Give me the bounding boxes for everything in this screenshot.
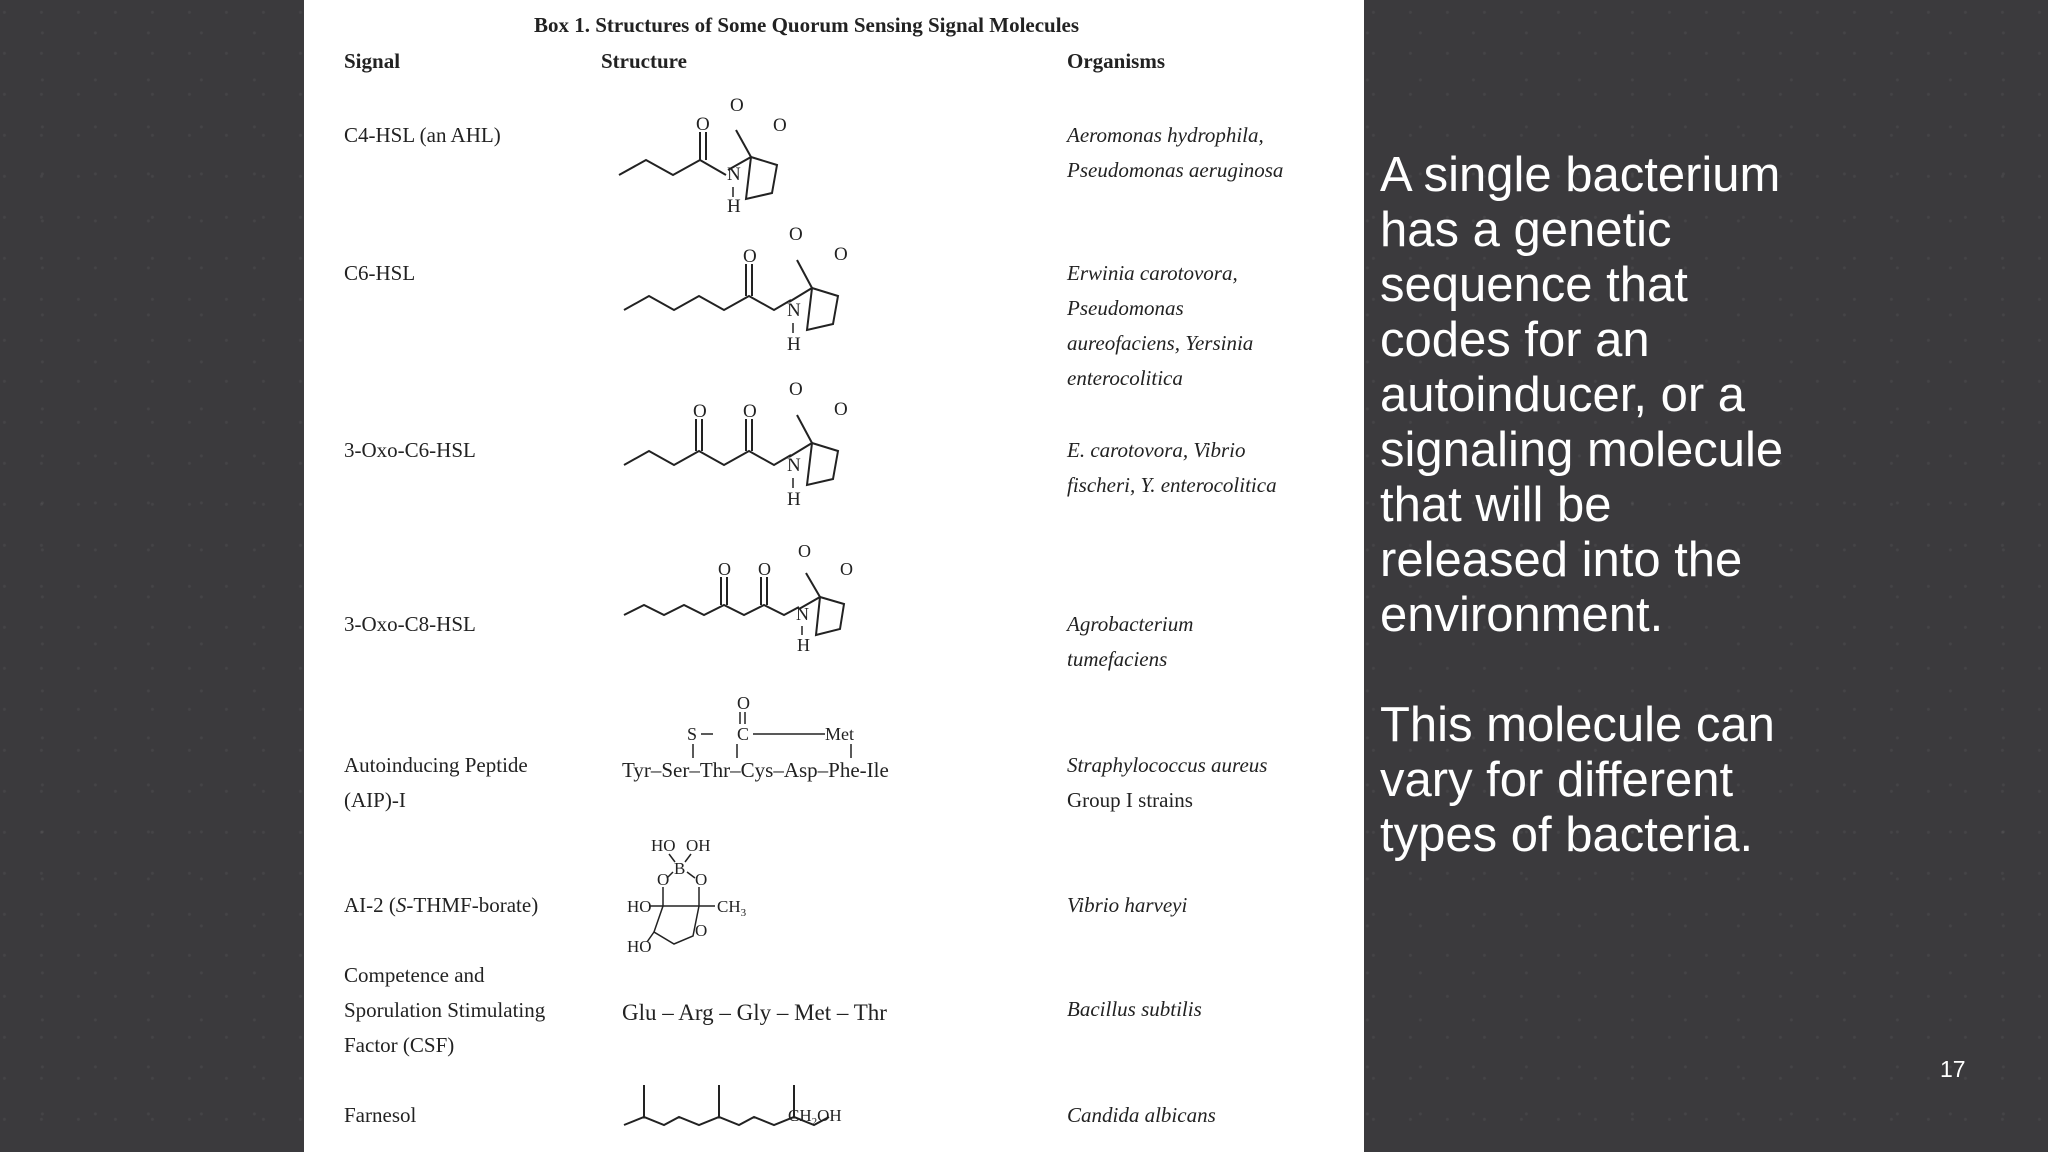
atom-o: O xyxy=(696,114,710,135)
signal-3-oxo-c8-hsl: 3-Oxo-C8-HSL xyxy=(344,612,476,636)
signal-csf: Competence and Sporulation Stimulating Factor (CSF) xyxy=(344,963,546,1057)
atom-s: S xyxy=(687,724,698,744)
atom-n: N xyxy=(787,455,801,476)
atom-o: O xyxy=(693,401,707,422)
ai-2-structure xyxy=(619,832,789,962)
3-oxo-c6-hsl-structure xyxy=(604,375,848,510)
atom-n: N xyxy=(787,300,801,321)
organisms-3-oxo-c6-hsl: E. carotovora, Vibrio fischeri, Y. enterocolitica xyxy=(1067,438,1277,497)
organisms-3-oxo-c8-hsl: Agrobacterium tumefaciens xyxy=(1067,612,1194,671)
atom-h: H xyxy=(787,489,801,510)
atom-o: O xyxy=(730,95,744,116)
label-oh: OH xyxy=(686,836,711,855)
label-ch3: $CH_3$ xyxy=(717,897,747,919)
label-ho: HO xyxy=(651,836,676,855)
organisms-ai-2: Vibrio harveyi xyxy=(1067,893,1188,917)
atom-h: H xyxy=(727,196,741,217)
atom-h: H xyxy=(797,635,810,655)
atom-c: C xyxy=(737,724,750,744)
document-image xyxy=(304,0,1364,1152)
atom-n: N xyxy=(796,604,809,624)
atom-o: O xyxy=(834,244,848,265)
organisms-c4-hsl: Aeromonas hydrophila, Pseudomonas aeruginosa xyxy=(1067,123,1284,182)
paragraph-variation: This molecule can vary for different types of bacteria. xyxy=(1380,698,1775,862)
csf-peptide-sequence: Glu – Arg – Gly – Met – Thr xyxy=(622,1000,887,1025)
label-ho: HO xyxy=(627,937,652,956)
residue-met: Met xyxy=(825,724,854,744)
signal-ai-2: AI-2 (S-THMF-borate) xyxy=(344,893,539,917)
atom-o: O xyxy=(789,379,803,400)
atom-o: O xyxy=(695,921,708,940)
label-ch2oh: $CH_2OH$ xyxy=(788,1106,842,1128)
organisms-c6-hsl: Erwinia carotovora, Pseudomonas aureofaciens, Yersinia enterocolitica xyxy=(1067,261,1254,390)
atom-o: O xyxy=(798,541,811,561)
organisms-csf: Bacillus subtilis xyxy=(1067,997,1202,1021)
aip-thiolactone-bridge xyxy=(679,688,879,760)
paragraph-autoinducer: A single bacterium has a genetic sequence that codes for an autoinducer, or a signaling molecule that will be released into the environment. xyxy=(1380,148,1784,642)
header-organisms: Organisms xyxy=(1067,49,1166,73)
atom-o: O xyxy=(695,870,708,889)
farnesol-structure xyxy=(614,1075,844,1135)
signal-farnesol: Farnesol xyxy=(344,1103,417,1127)
atom-h: H xyxy=(787,334,801,355)
c6-hsl-structure xyxy=(609,220,848,355)
atom-o: O xyxy=(840,559,853,579)
label-ho: HO xyxy=(627,897,652,916)
table-title: Box 1. Structures of Some Quorum Sensing Signal Molecules xyxy=(534,13,1080,37)
atom-o: O xyxy=(834,399,848,420)
atom-o: O xyxy=(773,115,787,136)
atom-n: N xyxy=(727,164,741,185)
header-signal: Signal xyxy=(344,49,401,73)
c4-hsl-structure xyxy=(604,85,787,220)
atom-o: O xyxy=(789,224,803,245)
signal-aip-i: Autoinducing Peptide (AIP)-I xyxy=(344,753,528,812)
signal-3-oxo-c6-hsl: 3-Oxo-C6-HSL xyxy=(344,438,476,462)
atom-o: O xyxy=(737,693,750,713)
atom-o: O xyxy=(718,559,731,579)
atom-b: B xyxy=(674,859,686,878)
organisms-farnesol: Candida albicans xyxy=(1067,1103,1216,1127)
atom-o: O xyxy=(657,870,670,889)
aip-peptide-sequence: Tyr–Ser–Thr–Cys–Asp–Phe-Ile xyxy=(622,758,889,782)
atom-o: O xyxy=(743,246,757,267)
signal-c4-hsl: C4-HSL (an AHL) xyxy=(344,123,501,147)
header-structure: Structure xyxy=(601,49,687,73)
atom-o: O xyxy=(743,401,757,422)
3-oxo-c8-hsl-structure xyxy=(604,535,853,660)
slide-number: 17 xyxy=(1940,1056,1966,1082)
organisms-aip-i: Straphylococcus aureus Group I strains xyxy=(1067,753,1268,812)
signal-c6-hsl: C6-HSL xyxy=(344,261,416,285)
atom-o: O xyxy=(758,559,771,579)
slide-body-text xyxy=(1380,148,1800,863)
